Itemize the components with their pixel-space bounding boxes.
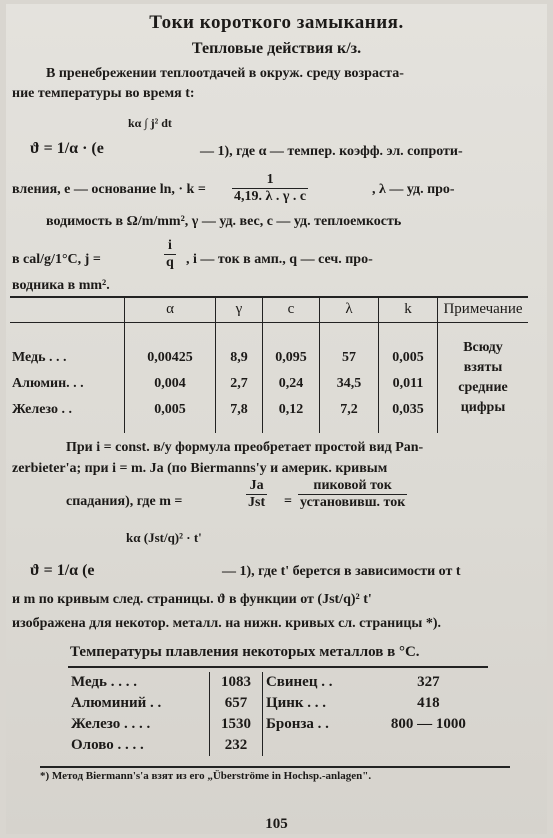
formula2-exponent: kα (Jst/q)² · t' (126, 530, 202, 545)
left-value: 232 (209, 735, 262, 756)
m-fraction (246, 478, 267, 511)
cell-lambda: 34,5 (320, 371, 379, 397)
para1-line5: водимость в Ω/m/mm², γ — уд. вес, c — уд. теплоемкость (46, 214, 402, 229)
formula1-exponent: kα ∫ j² dt (128, 116, 172, 130)
note-cell: Всюду взяты средние цифры (438, 323, 529, 434)
cell-k: 0,035 (379, 397, 438, 433)
cell-alpha: 0,005 (125, 397, 216, 433)
para1-line4b: , λ — уд. про- (372, 182, 455, 197)
ratio-denominator: установивш. ток (300, 495, 406, 510)
left-value: 1530 (209, 714, 262, 735)
page-title: Токи короткого замыкания. (149, 12, 404, 33)
ratio-numerator: пиковой ток (298, 478, 407, 495)
cell-gamma: 2,7 (216, 371, 263, 397)
formula2-lead: ϑ = 1/α (e (30, 562, 95, 579)
k-fraction (232, 172, 308, 205)
para1-line4a: вления, e — основание ln, · k = (12, 182, 206, 197)
cell-gamma: 8,9 (216, 323, 263, 372)
cell-lambda: 7,2 (320, 397, 379, 433)
cell-c: 0,24 (263, 371, 320, 397)
row-name: Железо . . (12, 402, 72, 417)
table1-header-alpha: α (125, 296, 216, 323)
j-fraction (164, 238, 176, 271)
cell-gamma: 7,8 (216, 397, 263, 433)
footnote-rule (40, 766, 510, 768)
right-value: 327 (417, 674, 440, 690)
row-name: Алюмин. . . (12, 376, 84, 391)
row-name: Медь . . . (12, 350, 67, 365)
cell-lambda: 57 (320, 323, 379, 372)
page-subtitle: Тепловые действия к/з. (191, 40, 362, 57)
right-name: Цинк . . . (265, 695, 327, 711)
table1-header-k: k (379, 296, 438, 323)
left-value: 1083 (209, 672, 262, 693)
table-row (68, 735, 488, 756)
table-row (68, 672, 488, 693)
melting-points-table (68, 672, 488, 756)
table-row (68, 714, 488, 735)
left-name: Медь . . . . (71, 674, 137, 690)
table1-header-blank (10, 296, 125, 323)
para2-line5: и m по кривым след. страницы. ϑ в функции от (Jst/q)² t' (12, 592, 372, 607)
table1-header-lambda: λ (320, 296, 379, 323)
right-value-empty (369, 735, 487, 756)
right-name: Бронза . . (265, 716, 329, 732)
table1-header-gamma: γ (216, 296, 263, 323)
formula1-tail: — 1), где α — темпер. коэфф. эл. сопроти- (200, 144, 463, 159)
table-row (10, 323, 528, 372)
table2-top-rule (68, 666, 488, 668)
table1-header-note: Примечание (438, 296, 529, 323)
footnote: *) Метод Biermann's'a взят из его „Überströme in Hochsp.-anlagen". (40, 770, 372, 782)
table1-header-row (10, 296, 528, 323)
para1-line2: ние температуры во время t: (12, 86, 195, 101)
para1-line6b: , i — ток в амп., q — сеч. про- (186, 252, 373, 267)
k-denominator: 4,19. λ . γ . c (234, 189, 307, 204)
m-numerator: Ja (246, 478, 267, 495)
right-name: Свинец . . (265, 674, 333, 690)
k-numerator: 1 (232, 172, 308, 189)
left-name: Олово . . . . (71, 737, 144, 753)
j-denominator: q (166, 255, 174, 270)
left-name: Алюминий . . (71, 695, 162, 711)
left-name: Железо . . . . (71, 716, 151, 732)
page-number: 105 (265, 816, 288, 832)
para2-line3b: = (284, 494, 292, 509)
para2-line2: zerbieter'a; при i = m. Ja (по Biermanns'у и америк. кривым (12, 461, 388, 476)
right-value: 418 (417, 695, 440, 711)
right-name-empty (262, 735, 369, 756)
para1-line1: В пренебрежении теплоотдачей в окруж. среду возраста- (46, 66, 404, 81)
cell-c: 0,12 (263, 397, 320, 433)
para2-line6: изображена для некотор. металл. на нижн. кривых сл. страницы *). (12, 616, 441, 631)
formula1-lead: ϑ = 1/α · (e (30, 140, 104, 157)
cell-alpha: 0,004 (125, 371, 216, 397)
cell-k: 0,005 (379, 323, 438, 372)
table2-title: Температуры плавления некоторых металлов в °C. (70, 644, 420, 660)
left-value: 657 (209, 693, 262, 714)
para1-line6a: в cal/g/1°C, j = (12, 252, 101, 267)
cell-alpha: 0,00425 (125, 323, 216, 372)
m-denominator: Jst (248, 495, 266, 510)
properties-table (10, 296, 528, 433)
j-numerator: i (164, 238, 176, 255)
right-value: 800 — 1000 (390, 716, 466, 732)
cell-k: 0,011 (379, 371, 438, 397)
para1-line7: водника в mm². (12, 278, 110, 293)
formula2-tail: — 1), где t' берется в зависимости от t (222, 564, 461, 579)
table1-header-c: c (263, 296, 320, 323)
para2-line1: При i = const. в/у формула преобретает простой вид Pan- (66, 440, 424, 455)
cell-c: 0,095 (263, 323, 320, 372)
para2-line3a: спадания), где m = (66, 494, 183, 509)
table-row (68, 693, 488, 714)
ratio-fraction (298, 478, 407, 511)
